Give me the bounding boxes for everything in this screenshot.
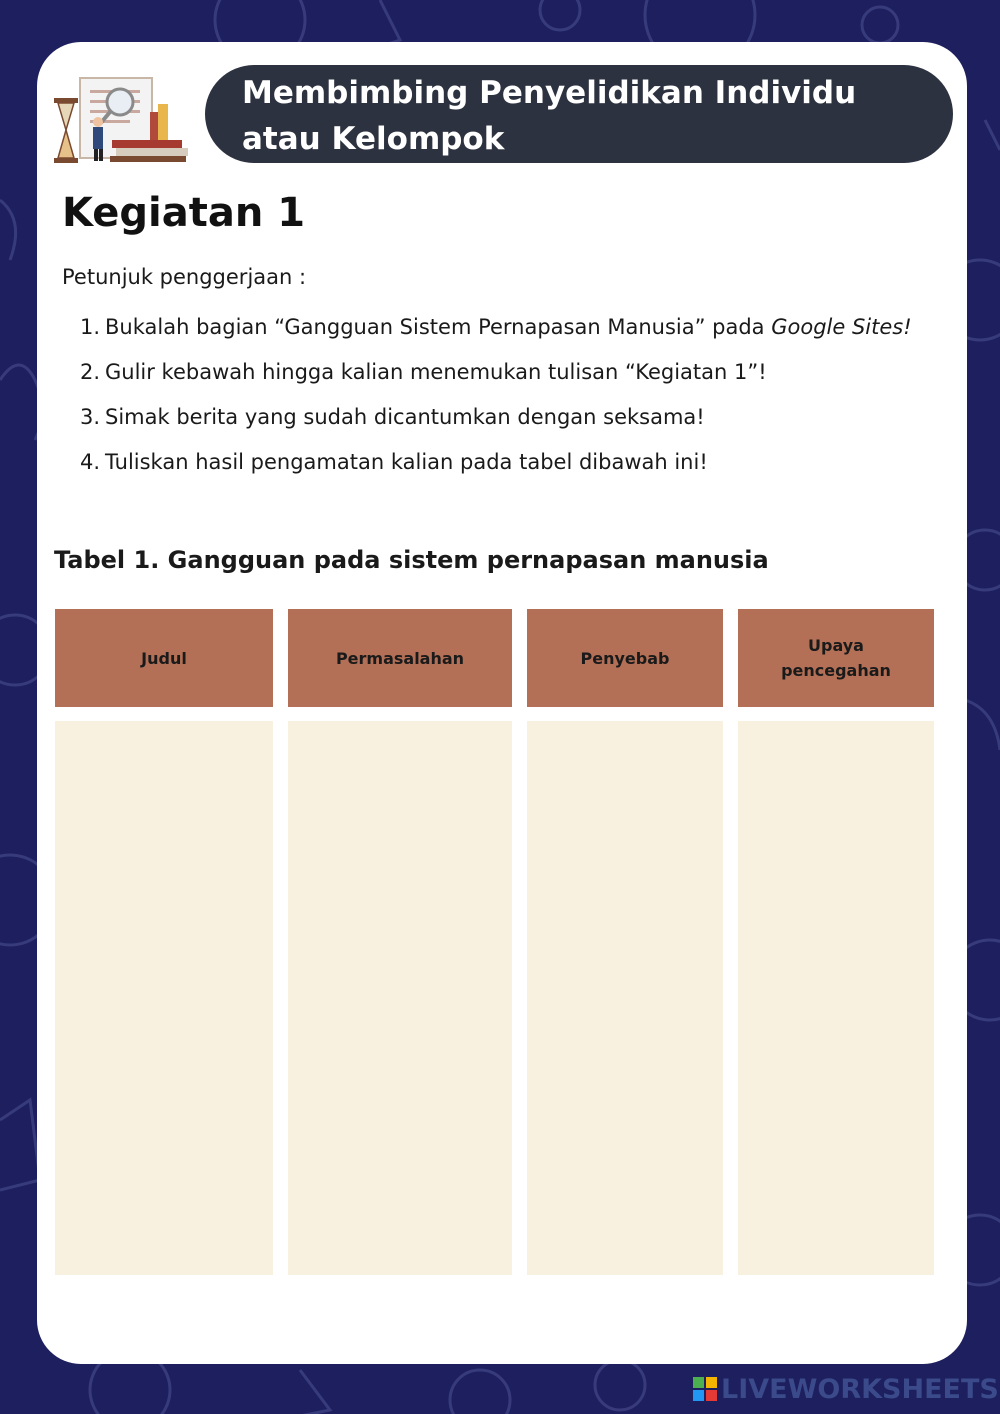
answer-cell-judul[interactable] [55, 721, 273, 1275]
research-illustration-icon [50, 70, 190, 166]
instruction-step-4 [62, 440, 942, 485]
watermark-text: LIVEWORKSHEETS [721, 1373, 999, 1405]
step-number: 4. [79, 450, 100, 474]
instruction-step-3 [62, 395, 942, 440]
step-text: Bukalah bagian “Gangguan Sistem Pernapasan Manusia” pada [105, 315, 772, 339]
instruction-list [62, 305, 942, 485]
table-caption: Tabel 1. Gangguan pada sistem pernapasan manusia [54, 546, 769, 574]
section-title: Kegiatan 1 [62, 190, 306, 236]
table-header-judul: Judul [55, 609, 273, 707]
table-header-upaya-pencegahan: Upaya pencegahan [738, 609, 934, 707]
liveworksheets-watermark [693, 1374, 999, 1404]
step-number: 2. [79, 360, 100, 384]
instruction-step-1 [62, 305, 942, 350]
step-number: 3. [79, 405, 100, 429]
step-text: Gulir kebawah hingga kalian menemukan tulisan “Kegiatan 1”! [105, 360, 767, 384]
step-text: Simak berita yang sudah dicantumkan dengan seksama! [105, 405, 705, 429]
table-header-penyebab: Penyebab [527, 609, 723, 707]
table-header-permasalahan: Permasalahan [288, 609, 512, 707]
answer-cell-permasalahan[interactable] [288, 721, 512, 1275]
answer-cell-upaya-pencegahan[interactable] [738, 721, 934, 1275]
instructions-label: Petunjuk penggerjaan : [62, 265, 307, 289]
liveworksheets-logo-icon [693, 1377, 717, 1401]
header-title-line2: atau Kelompok [242, 121, 505, 157]
answer-cell-penyebab[interactable] [527, 721, 723, 1275]
header-title-line1: Membimbing Penyelidikan Individu [242, 75, 857, 111]
step-text: Tuliskan hasil pengamatan kalian pada tabel dibawah ini! [105, 450, 708, 474]
step-text-italic: Google Sites! [771, 315, 912, 339]
instruction-step-2 [62, 350, 942, 395]
header-title [242, 70, 932, 162]
step-number: 1. [79, 315, 100, 339]
